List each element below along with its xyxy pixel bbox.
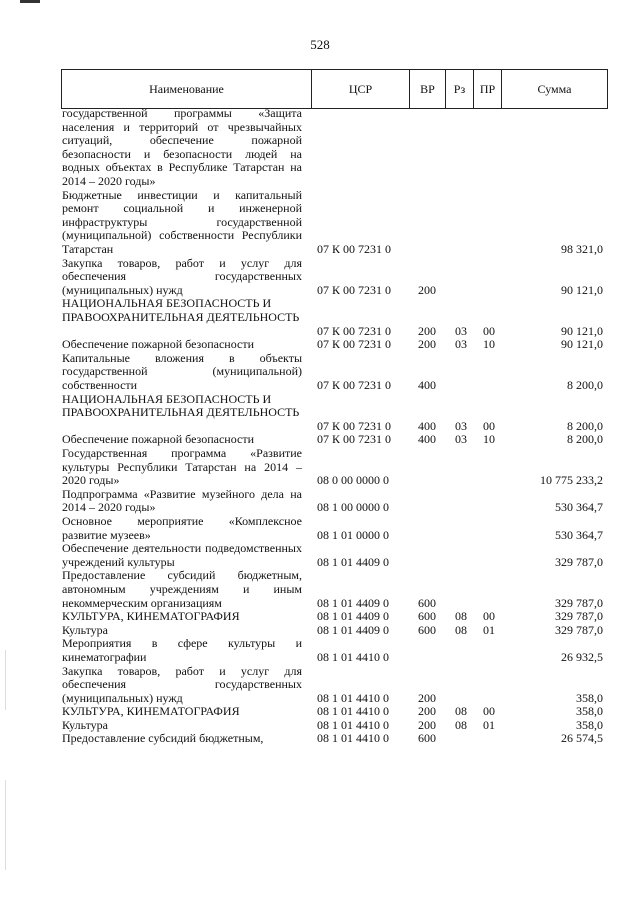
row-sum: 530 364,7	[555, 500, 603, 515]
row-pr: 00	[483, 609, 495, 624]
row-rz: 03	[455, 432, 467, 447]
row-name: Капитальные вложения в объекты государственной (муниципальной) собственности	[62, 350, 302, 392]
row-name: КУЛЬТУРА, КИНЕМАТОГРАФИЯ	[62, 704, 240, 719]
table-row	[0, 705, 640, 719]
row-sum: 329 787,0	[555, 609, 603, 624]
table-row	[0, 338, 640, 352]
row-csr: 08 1 01 4409 0	[317, 622, 389, 637]
header-name: Наименование	[62, 70, 312, 109]
table-row	[0, 433, 640, 447]
table-row	[0, 488, 640, 515]
row-rz: 08	[455, 704, 467, 719]
row-pr: 00	[483, 323, 495, 338]
table-row	[0, 637, 640, 664]
row-name: Бюджетные инвестиции и капитальный ремонт социальной и инженерной инфраструктуры государственной (муниципальной) собственности Республики Татарстан	[62, 187, 302, 256]
row-vr: 400	[418, 418, 436, 433]
row-name: Культура	[62, 717, 108, 732]
table-row	[0, 569, 640, 610]
row-sum: 26 574,5	[561, 731, 603, 746]
row-sum: 329 787,0	[555, 595, 603, 610]
row-rz: 03	[455, 418, 467, 433]
row-csr: 08 1 01 4409 0	[317, 609, 389, 624]
row-csr: 08 1 01 4410 0	[317, 649, 389, 664]
row-rz: 03	[455, 323, 467, 338]
row-sum: 358,0	[576, 690, 603, 705]
row-vr: 400	[418, 432, 436, 447]
row-vr: 200	[418, 690, 436, 705]
header-rz: Рз	[446, 70, 474, 109]
table-row	[0, 515, 640, 542]
row-csr: 08 1 01 4410 0	[317, 717, 389, 732]
table-row	[0, 189, 640, 257]
row-pr: 10	[483, 432, 495, 447]
row-vr: 200	[418, 323, 436, 338]
row-csr: 07 К 00 7231 0	[317, 337, 392, 352]
row-csr: 07 К 00 7231 0	[317, 242, 392, 256]
table-row	[0, 257, 640, 298]
row-name: НАЦИОНАЛЬНАЯ БЕЗОПАСНОСТЬ И ПРАВООХРАНИТЕЛЬНАЯ ДЕЯТЕЛЬНОСТЬ	[62, 391, 300, 420]
row-csr: 08 0 00 0000 0	[317, 473, 389, 488]
row-pr: 01	[483, 717, 495, 732]
row-sum: 530 364,7	[555, 527, 603, 542]
row-name: Культура	[62, 622, 108, 637]
row-rz: 08	[455, 622, 467, 637]
table-row	[0, 719, 640, 733]
row-csr: 08 1 01 4410 0	[317, 731, 389, 746]
table-row	[0, 352, 640, 393]
row-vr: 600	[418, 595, 436, 610]
table-row	[0, 297, 640, 338]
row-vr: 200	[418, 337, 436, 352]
row-sum: 98 321,0	[561, 242, 603, 256]
table-row	[0, 447, 640, 488]
row-sum: 329 787,0	[555, 622, 603, 637]
table-row	[0, 665, 640, 706]
row-csr: 08 1 01 4409 0	[317, 554, 389, 569]
row-sum: 90 121,0	[561, 282, 603, 297]
row-name: Закупка товаров, работ и услуг для обеспечения государственных (муниципальных) нужд	[62, 663, 302, 705]
row-vr: 200	[418, 704, 436, 719]
row-csr: 07 К 00 7231 0	[317, 418, 392, 433]
row-sum: 90 121,0	[561, 323, 603, 338]
row-csr: 07 К 00 7231 0	[317, 432, 392, 447]
row-csr: 08 1 01 4409 0	[317, 595, 389, 610]
table-row	[0, 610, 640, 624]
row-name: Предоставление субсидий бюджетным,	[62, 731, 264, 746]
row-sum: 8 200,0	[567, 377, 603, 392]
row-rz: 08	[455, 609, 467, 624]
row-pr: 01	[483, 622, 495, 637]
row-name: Обеспечение пожарной безопасности	[62, 432, 255, 447]
row-vr: 600	[418, 609, 436, 624]
row-vr: 400	[418, 377, 436, 392]
row-sum: 358,0	[576, 717, 603, 732]
row-csr: 08 1 01 4410 0	[317, 704, 389, 719]
row-name: Основное мероприятие «Комплексное развитие музеев»	[62, 513, 302, 542]
row-csr: 07 К 00 7231 0	[317, 282, 392, 297]
row-sum: 8 200,0	[567, 418, 603, 433]
margin-mark	[5, 780, 6, 870]
table-row	[0, 624, 640, 638]
row-pr: 10	[483, 337, 495, 352]
row-vr: 600	[418, 731, 436, 746]
table-row	[0, 393, 640, 434]
row-sum: 26 932,5	[561, 649, 603, 664]
row-sum: 10 775 233,2	[540, 473, 603, 488]
row-csr: 07 К 00 7231 0	[317, 323, 392, 338]
row-name: Закупка товаров, работ и услуг для обеспечения государственных (муниципальных) нужд	[62, 255, 302, 297]
row-name: Обеспечение деятельности подведомственных учреждений культуры	[62, 541, 302, 569]
row-rz: 08	[455, 717, 467, 732]
row-vr: 600	[418, 622, 436, 637]
header-vr: ВР	[410, 70, 446, 109]
row-pr: 00	[483, 418, 495, 433]
row-name: Подпрограмма «Развитие музейного дела на 2014 – 2020 годы»	[62, 486, 302, 515]
row-vr: 200	[418, 717, 436, 732]
top-edge-mark	[20, 0, 40, 3]
row-csr: 07 К 00 7231 0	[317, 377, 392, 392]
row-sum: 329 787,0	[555, 554, 603, 569]
row-name: государственной программы «Защита населения и территорий от чрезвычайных ситуаций, обеспечение пожарной безопасности и безопасности людей на водных объектах в Республике Татарстан на 2014 – 2020 годы»	[62, 106, 302, 188]
header-pr: ПР	[474, 70, 502, 109]
row-pr: 00	[483, 704, 495, 719]
row-vr: 200	[418, 282, 436, 297]
table-row	[0, 542, 640, 569]
page-number: 528	[310, 37, 330, 52]
row-csr: 08 1 01 0000 0	[317, 527, 389, 542]
table-row	[0, 107, 640, 189]
row-name: КУЛЬТУРА, КИНЕМАТОГРАФИЯ	[62, 609, 240, 624]
row-name: Предоставление субсидий бюджетным, автономным учреждениям и иным некоммерческим организациям	[62, 568, 302, 610]
header-sum: Сумма	[502, 70, 608, 109]
table-row	[0, 732, 640, 746]
header-csr: ЦСР	[312, 70, 410, 109]
margin-mark	[5, 650, 6, 710]
row-name: Обеспечение пожарной безопасности	[62, 337, 255, 352]
row-csr: 08 1 00 0000 0	[317, 500, 389, 515]
row-csr: 08 1 01 4410 0	[317, 690, 389, 705]
row-name: НАЦИОНАЛЬНАЯ БЕЗОПАСНОСТЬ И ПРАВООХРАНИТЕЛЬНАЯ ДЕЯТЕЛЬНОСТЬ	[62, 296, 300, 324]
table-header	[61, 69, 608, 109]
row-sum: 90 121,0	[561, 337, 603, 352]
table-body	[0, 107, 640, 746]
row-sum: 8 200,0	[567, 432, 603, 447]
row-name: Мероприятия в сфере культуры и кинематографии	[62, 636, 302, 664]
row-rz: 03	[455, 337, 467, 352]
row-sum: 358,0	[576, 704, 603, 719]
row-name: Государственная программа «Развитие культуры Республики Татарстан на 2014 – 2020 годы»	[62, 445, 302, 488]
